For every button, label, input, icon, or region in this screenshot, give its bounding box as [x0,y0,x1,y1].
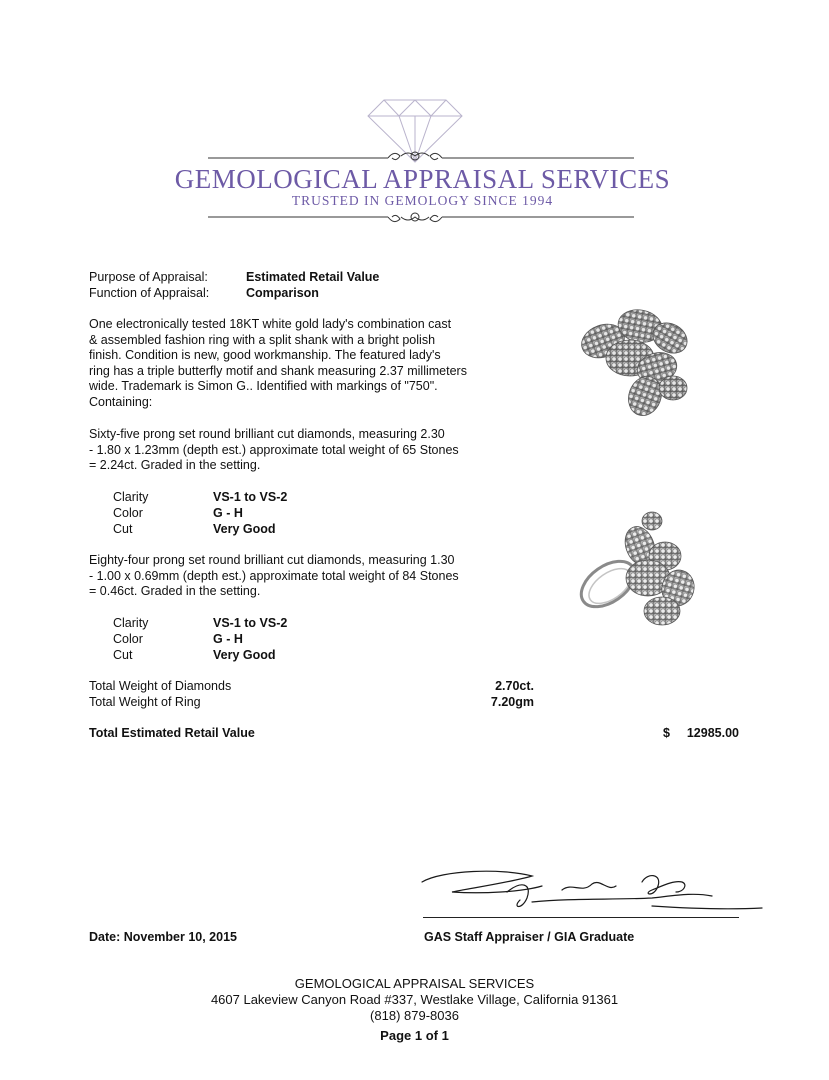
description-line: One electronically tested 18KT white gold lady's combination cast [89,317,452,331]
stone-line: Eighty-four prong set round brilliant cut diamonds, measuring 1.30 [89,553,455,567]
description-line: wide. Trademark is Simon G.. Identified with markings of "750". [89,379,438,393]
total-ring-label: Total Weight of Ring [89,695,201,709]
stone-line: Sixty-five prong set round brilliant cut diamonds, measuring 2.30 [89,427,445,441]
cut-value: Very Good [213,648,276,662]
color-value: G - H [213,632,243,646]
stone-line: - 1.00 x 0.69mm (depth est.) approximate total weight of 84 Stones [89,568,459,583]
brand-tagline: TRUSTED IN GEMOLOGY SINCE 1994 [291,193,554,208]
clarity-value: VS-1 to VS-2 [213,490,288,504]
footer-company: GEMOLOGICAL APPRAISAL SERVICES [294,976,535,991]
description-line: ring has a triple butterfly motif and shank measuring 2.37 millimeters [89,363,467,378]
function-label: Function of Appraisal: [89,286,210,300]
cut-label: Cut [113,648,133,662]
appraisal-date: Date: November 10, 2015 [89,930,237,944]
total-diamonds-label: Total Weight of Diamonds [89,679,232,693]
description-line: finish. Condition is new, good workmanship. The featured lady's [89,348,441,362]
clarity-label: Clarity [113,616,149,630]
signature [412,862,772,924]
retail-value: 12985.00 [686,726,739,740]
clarity-label: Clarity [113,490,149,504]
color-label: Color [113,632,143,646]
footer-phone: (818) 879-8036 [370,1008,459,1023]
footer-address: 4607 Lakeview Canyon Road #337, Westlake Village, California 91361 [210,992,619,1007]
signature-line [423,917,739,918]
color-label: Color [113,506,143,520]
cut-label: Cut [113,522,133,536]
color-value: G - H [213,506,243,520]
currency-symbol: $ [663,726,670,740]
retail-value-label: Total Estimated Retail Value [89,726,255,740]
cut-value: Very Good [213,522,276,536]
description-line: Containing: [89,394,153,409]
appraiser-title: GAS Staff Appraiser / GIA Graduate [424,930,635,944]
total-ring-value: 7.20gm [490,695,534,709]
stone-line: = 2.24ct. Graded in the setting. [89,458,261,472]
stone-line: - 1.80 x 1.23mm (depth est.) approximate total weight of 65 Stones [89,442,459,457]
item-description [89,317,467,410]
diamond-logo-icon [0,90,829,230]
stone-line: = 0.46ct. Graded in the setting. [89,584,261,598]
page-number: Page 1 of 1 [380,1028,449,1043]
purpose-value: Estimated Retail Value [246,270,380,284]
stone-description [89,427,459,474]
description-line: & assembled fashion ring with a split shank with a bright polish [89,332,436,347]
ring-photo-top [575,296,700,424]
function-value: Comparison [246,286,319,300]
total-diamonds-value: 2.70ct. [495,679,534,693]
logo [0,90,829,230]
stone-description [89,553,459,600]
purpose-label: Purpose of Appraisal: [89,270,208,284]
ring-photo-side [570,506,700,636]
signature-icon [412,862,772,924]
clarity-value: VS-1 to VS-2 [213,616,288,630]
brand-name: GEMOLOGICAL APPRAISAL SERVICES [174,164,671,194]
